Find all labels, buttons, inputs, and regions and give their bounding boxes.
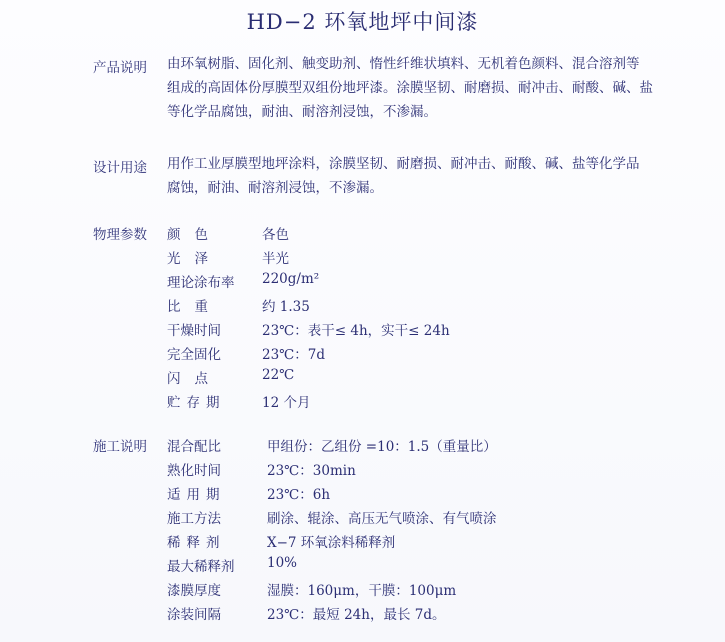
param-row <box>0 343 725 367</box>
param-key: 贮存期 <box>167 395 226 411</box>
param-value: 220g/m² <box>262 271 320 287</box>
description-paragraph <box>167 52 672 124</box>
param-row <box>0 247 725 271</box>
description-line: 组成的高固体份厚膜型双组份地坪漆。涂膜坚韧、耐磨损、耐冲击、耐酸、碱、盐 <box>167 80 653 96</box>
param-row <box>0 367 725 391</box>
param-key: 完全固化 <box>167 347 221 363</box>
param-value: 23℃：表干≤ 4h，实干≤ 24h <box>262 323 450 339</box>
param-key: 光泽 <box>167 251 222 267</box>
param-key: 颜色 <box>167 227 222 243</box>
description-line: 由环氧树脂、固化剂、触变助剂、惰性纤维状填料、无机着色颜料、混合溶剂等 <box>167 56 640 72</box>
param-value: 刷涂、辊涂、高压无气喷涂、有气喷涂 <box>267 511 497 527</box>
param-key: 最大稀释剂 <box>167 559 235 575</box>
param-key: 漆膜厚度 <box>167 583 221 599</box>
param-value: 23℃：30min <box>267 463 356 479</box>
section-label-usage: 设计用途 <box>93 160 147 176</box>
param-key: 比重 <box>167 299 222 315</box>
description-line: 等化学品腐蚀，耐油、耐溶剂浸蚀，不渗漏。 <box>167 104 437 120</box>
param-value: 12 个月 <box>262 395 311 411</box>
param-value: 22℃ <box>262 367 295 383</box>
param-row <box>0 579 725 603</box>
param-value: 约 1.35 <box>262 299 310 315</box>
param-row <box>0 459 725 483</box>
section-label-application: 施工说明 <box>93 439 147 455</box>
param-value: 湿膜：160μm，干膜：100μm <box>267 583 457 599</box>
param-key: 熟化时间 <box>167 463 221 479</box>
param-key: 闪点 <box>167 371 222 387</box>
param-key: 理论涂布率 <box>167 275 235 291</box>
usage-paragraph <box>167 152 672 200</box>
param-row <box>0 507 725 531</box>
document-title: HD−2 环氧地坪中间漆 <box>246 10 479 34</box>
param-row <box>0 603 725 627</box>
param-row <box>0 271 725 295</box>
param-row <box>0 319 725 343</box>
param-value: 甲组份：乙组份 =10：1.5（重量比） <box>267 439 497 455</box>
section-label-physical: 物理参数 <box>93 227 147 243</box>
param-value: 各色 <box>262 227 289 243</box>
param-value: 10% <box>267 555 298 571</box>
param-key: 适用期 <box>167 487 226 503</box>
param-key: 稀释剂 <box>167 535 226 551</box>
usage-line: 用作工业厚膜型地坪涂料，涂膜坚韧、耐磨损、耐冲击、耐酸、碱、盐等化学品 <box>167 156 640 172</box>
param-row <box>0 223 725 247</box>
usage-line: 腐蚀，耐油、耐溶剂浸蚀，不渗漏。 <box>167 180 383 196</box>
param-key: 施工方法 <box>167 511 221 527</box>
param-row <box>0 435 725 459</box>
param-row <box>0 391 725 415</box>
param-key: 干燥时间 <box>167 323 221 339</box>
param-value: 半光 <box>262 251 289 267</box>
param-value: 23℃：7d <box>262 347 326 363</box>
param-value: X−7 环氧涂料稀释剂 <box>267 535 396 551</box>
section-label-description: 产品说明 <box>93 60 147 76</box>
param-row <box>0 295 725 319</box>
param-row <box>0 555 725 579</box>
param-key: 涂装间隔 <box>167 607 221 623</box>
param-value: 23℃：最短 24h，最长 7d。 <box>267 607 446 623</box>
param-row <box>0 531 725 555</box>
param-value: 23℃：6h <box>267 487 331 503</box>
param-row <box>0 483 725 507</box>
param-key: 混合配比 <box>167 439 221 455</box>
